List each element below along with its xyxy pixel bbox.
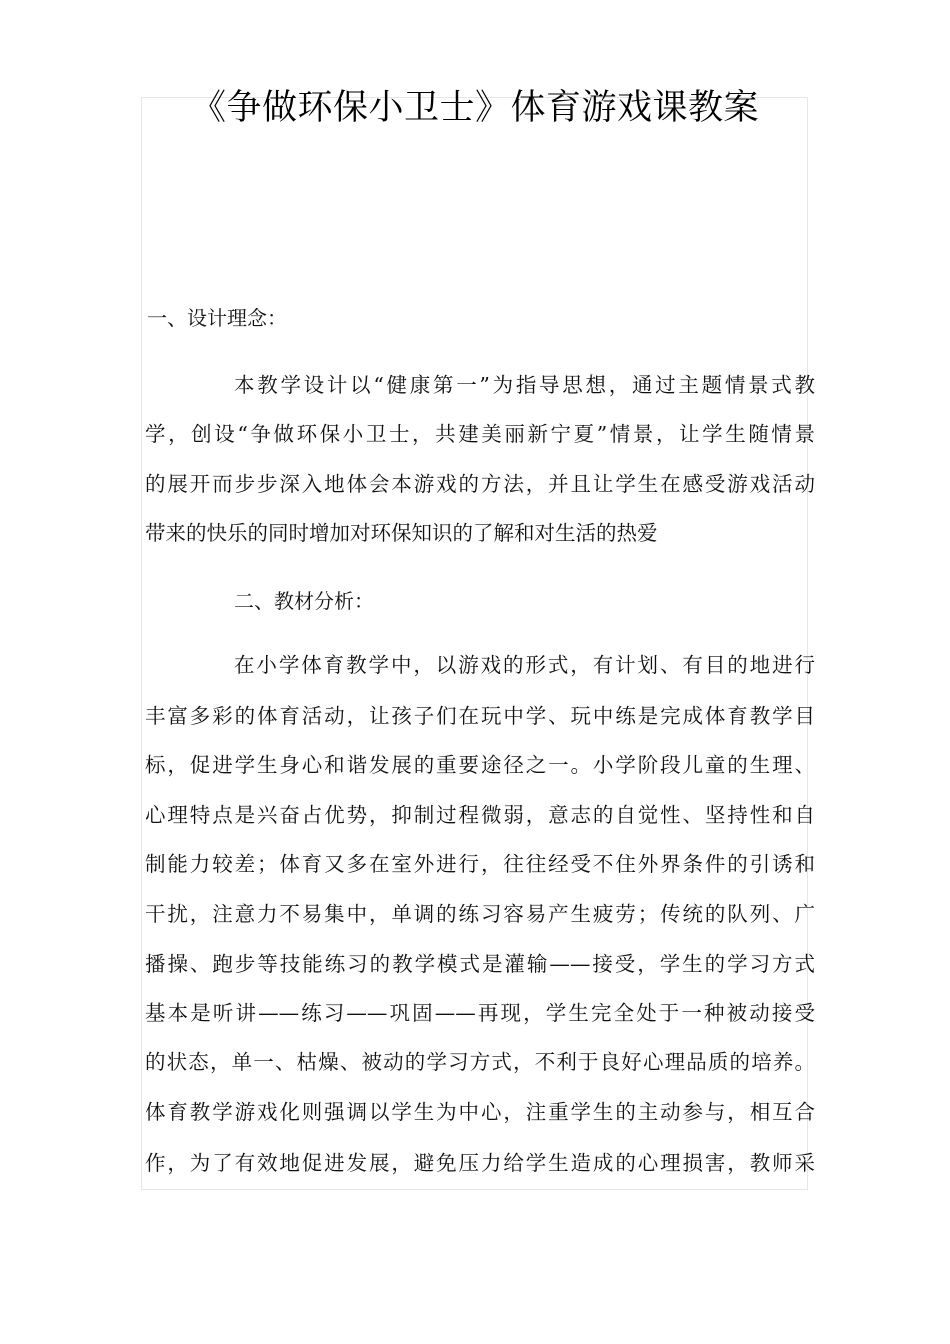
paragraph-line: 基本是听讲——练习——巩固——再现，学生完全处于一种被动接受 xyxy=(145,1001,815,1025)
paragraph-line: 标，促进学生身心和谐发展的重要途径之一。小学阶段儿童的生理、 xyxy=(145,753,815,777)
document-title: 《争做环保小卫士》体育游戏课教案 xyxy=(190,88,759,128)
paragraph-line: 本教学设计以“健康第一”为指导思想，通过主题情景式教 xyxy=(234,373,815,397)
paragraph-line: 在小学体育教学中，以游戏的形式，有计划、有目的地进行 xyxy=(234,653,815,677)
paragraph-line: 学，创设“争做环保小卫士，共建美丽新宁夏”情景，让学生随情景 xyxy=(145,422,815,446)
paragraph-line: 丰富多彩的体育活动，让孩子们在玩中学、玩中练是完成体育教学目 xyxy=(145,704,815,728)
section-heading-material-analysis: 二、教材分析： xyxy=(234,589,374,613)
paragraph-line: 作，为了有效地促进发展，避免压力给学生造成的心理损害，教师采 xyxy=(145,1151,815,1175)
paragraph-line: 制能力较差；体育又多在室外进行，往往经受不住外界条件的引诱和 xyxy=(145,852,815,876)
paragraph-line: 带来的快乐的同时增加对环保知识的了解和对生活的热爱 xyxy=(145,521,658,545)
paragraph-line: 播操、跑步等技能练习的教学模式是灌输——接受，学生的学习方式 xyxy=(145,952,815,976)
paragraph-line: 心理特点是兴奋占优势，抑制过程微弱，意志的自觉性、坚持性和自 xyxy=(145,803,815,827)
paragraph-line: 的展开而步步深入地体会本游戏的方法，并且让学生在感受游戏活动 xyxy=(145,472,815,496)
section-heading-design-concept: 一、设计理念： xyxy=(147,306,287,330)
paragraph-line: 的状态，单一、枯燥、被动的学习方式，不利于良好心理品质的培养。 xyxy=(145,1050,815,1074)
paragraph-line: 体育教学游戏化则强调以学生为中心，注重学生的主动参与，相互合 xyxy=(145,1100,815,1124)
paragraph-line: 干扰，注意力不易集中，单调的练习容易产生疲劳；传统的队列、广 xyxy=(145,902,815,926)
